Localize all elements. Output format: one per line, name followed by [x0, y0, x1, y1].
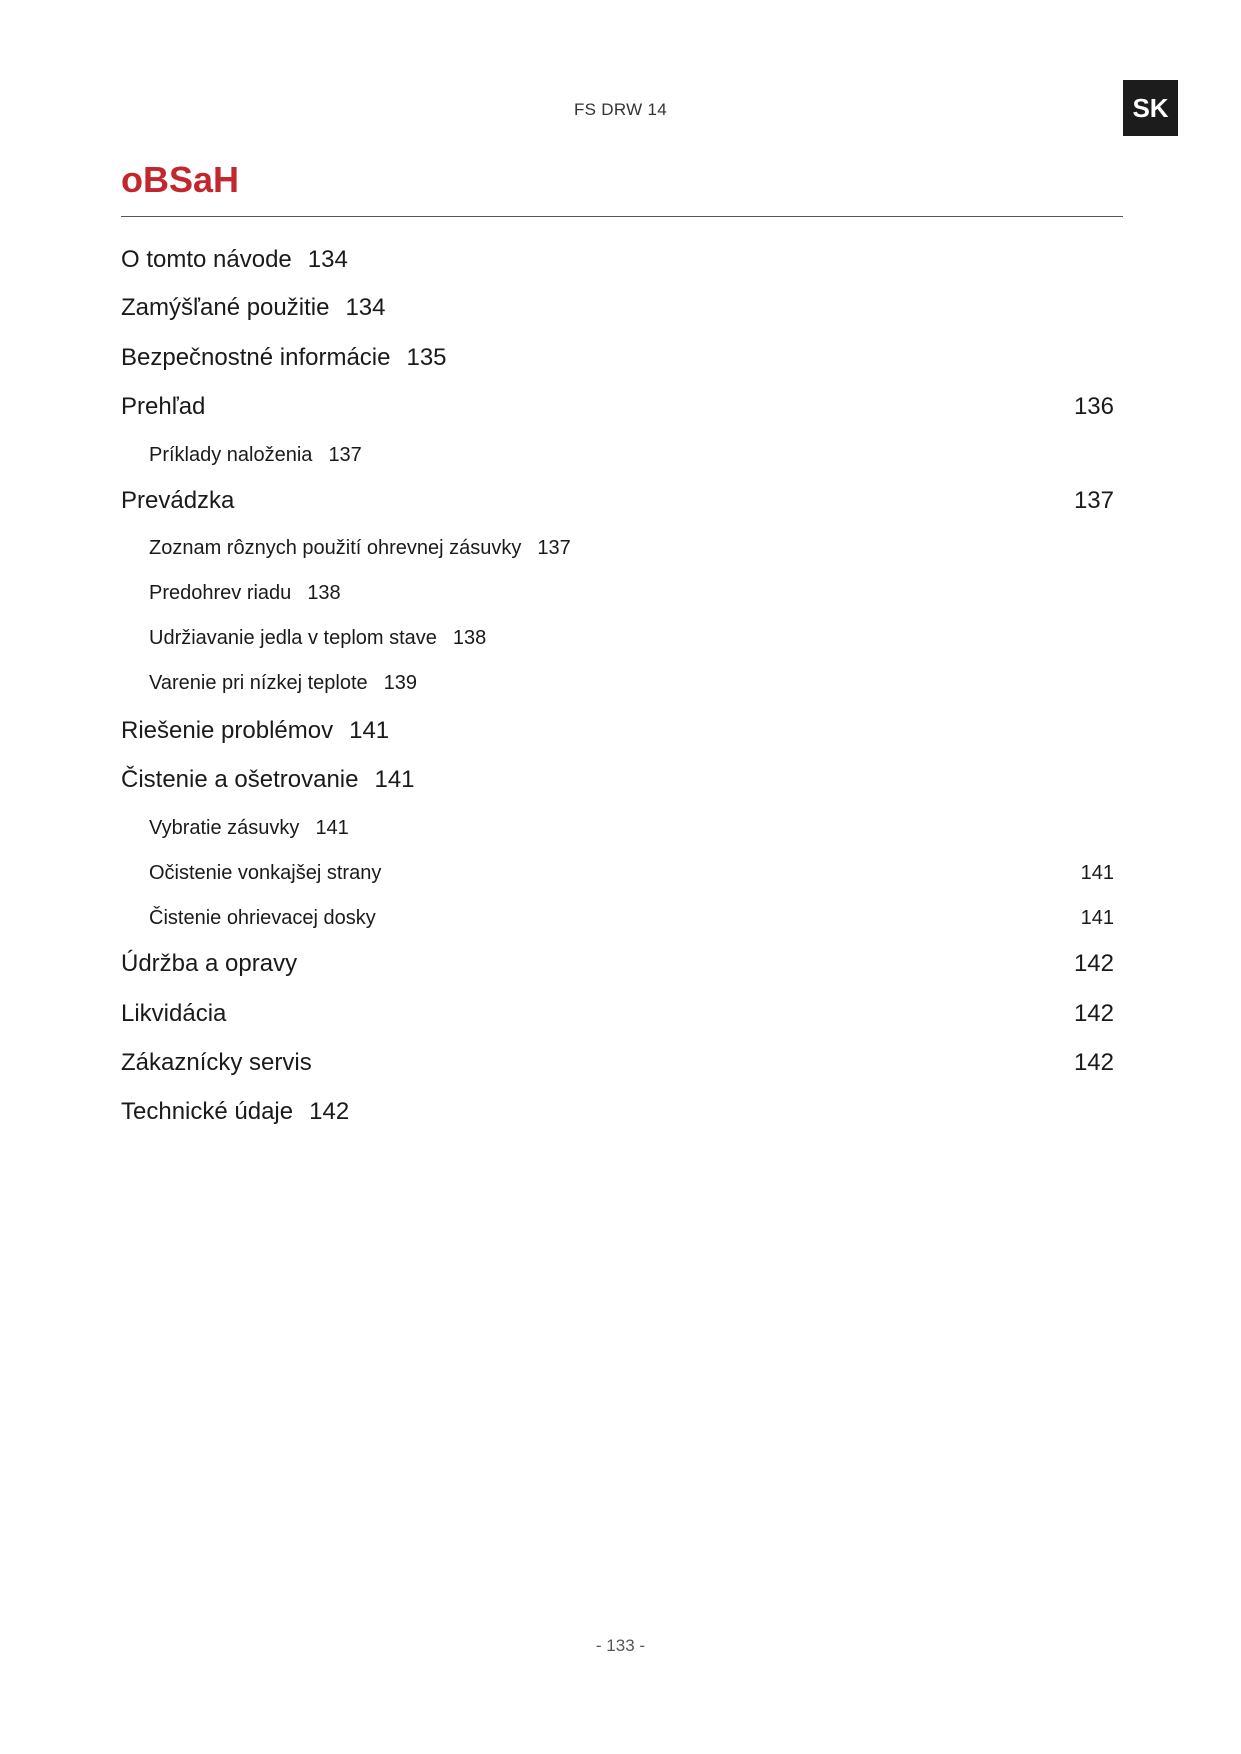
toc-entry-likvidacia[interactable] [121, 998, 1114, 1030]
toc-entry-prevadzka[interactable] [121, 485, 1114, 517]
page-title: oBSaH [121, 159, 240, 200]
toc-entry-page: 135 [406, 344, 447, 371]
toc-entry-page: 136 [1073, 393, 1114, 420]
toc-entry-udrzba-a-opravy[interactable] [121, 948, 1114, 980]
toc-entry-page: 134 [345, 294, 386, 321]
toc-entry-label: Zamýšľané použitie [121, 294, 330, 321]
toc-entry-label: Udržiavanie jedla v teplom stave [149, 627, 437, 649]
toc-entry-label: Varenie pri nízkej teplote [149, 672, 368, 694]
toc-entry-label: Technické údaje [121, 1098, 294, 1125]
toc-entry-label: Zákaznícky servis [121, 1049, 312, 1076]
toc-entry-cistenie-a-osetrovanie[interactable] [121, 764, 1114, 796]
toc-entry-page: 142 [1073, 950, 1114, 977]
toc-entry-label: Likvidácia [121, 1000, 227, 1027]
toc-entry-label: Bezpečnostné informácie [121, 344, 391, 371]
toc-entry-ocistenie-vonkajsej-strany[interactable] [149, 859, 1114, 887]
toc-entry-page: 137 [1073, 487, 1114, 514]
toc-entry-label: Príklady naloženia [149, 444, 313, 466]
toc-entry-label: Údržba a opravy [121, 950, 298, 977]
toc-entry-page: 142 [309, 1098, 350, 1125]
toc-entry-zoznam-roznych-pouziti[interactable] [149, 534, 1114, 562]
toc-entry-predohrev-riadu[interactable] [149, 579, 1114, 607]
toc-entry-riesenie-problemov[interactable] [121, 715, 1114, 747]
toc-entry-priklady-nalozenia[interactable] [149, 441, 1114, 469]
toc-entry-label: Očistenie vonkajšej strany [149, 862, 382, 884]
page-number: - 133 - [595, 1636, 646, 1655]
toc-entry-prehlad[interactable] [121, 391, 1114, 423]
toc-entry-label: Prehľad [121, 393, 206, 420]
toc-entry-page: 141 [315, 817, 349, 839]
toc-entry-page: 142 [1073, 1000, 1114, 1027]
toc-entry-page: 137 [328, 444, 362, 466]
toc-entry-label: Zoznam rôznych použití ohrevnej zásuvky [149, 537, 522, 559]
document-model-header: FS DRW 14 [573, 100, 668, 119]
toc-entry-varenie-pri-nizkej-teplote[interactable] [149, 669, 1114, 697]
toc-entry-page: 138 [452, 627, 487, 649]
toc-entry-page: 142 [1073, 1049, 1114, 1076]
toc-entry-page: 139 [383, 672, 418, 694]
toc-entry-bezpecnostne-informacie[interactable] [121, 342, 1114, 374]
toc-entry-udrziavanie-jedla[interactable] [149, 624, 1114, 652]
toc-entry-page: 134 [307, 246, 348, 273]
toc-entry-label: Vybratie zásuvky [149, 817, 300, 839]
toc-entry-label: Čistenie a ošetrovanie [121, 766, 359, 793]
toc-entry-page: 141 [349, 717, 390, 744]
toc-entry-page: 138 [307, 582, 341, 604]
toc-entry-page: 137 [537, 537, 571, 559]
toc-entry-page: 141 [374, 766, 415, 793]
toc-entry-zakaznicky-servis[interactable] [121, 1047, 1114, 1079]
toc-entry-cistenie-ohrievacej-dosky[interactable] [149, 904, 1114, 932]
toc-entry-label: Čistenie ohrievacej dosky [149, 907, 376, 929]
toc-entry-technicke-udaje[interactable] [121, 1096, 1114, 1128]
toc-entry-label: Prevádzka [121, 487, 235, 514]
toc-entry-label: O tomto návode [121, 246, 292, 273]
toc-entry-page: 141 [1080, 862, 1114, 884]
toc-entry-label: Predohrev riadu [149, 582, 292, 604]
toc-entry-label: Riešenie problémov [121, 717, 334, 744]
toc-entry-page: 141 [1080, 907, 1114, 929]
language-tab[interactable]: SK [1123, 80, 1178, 136]
toc-entry-o-tomto-navode[interactable] [121, 244, 1114, 276]
toc-entry-zamyslane-pouzitie[interactable] [121, 292, 1114, 324]
toc-entry-vybratie-zasuvky[interactable] [149, 814, 1114, 842]
